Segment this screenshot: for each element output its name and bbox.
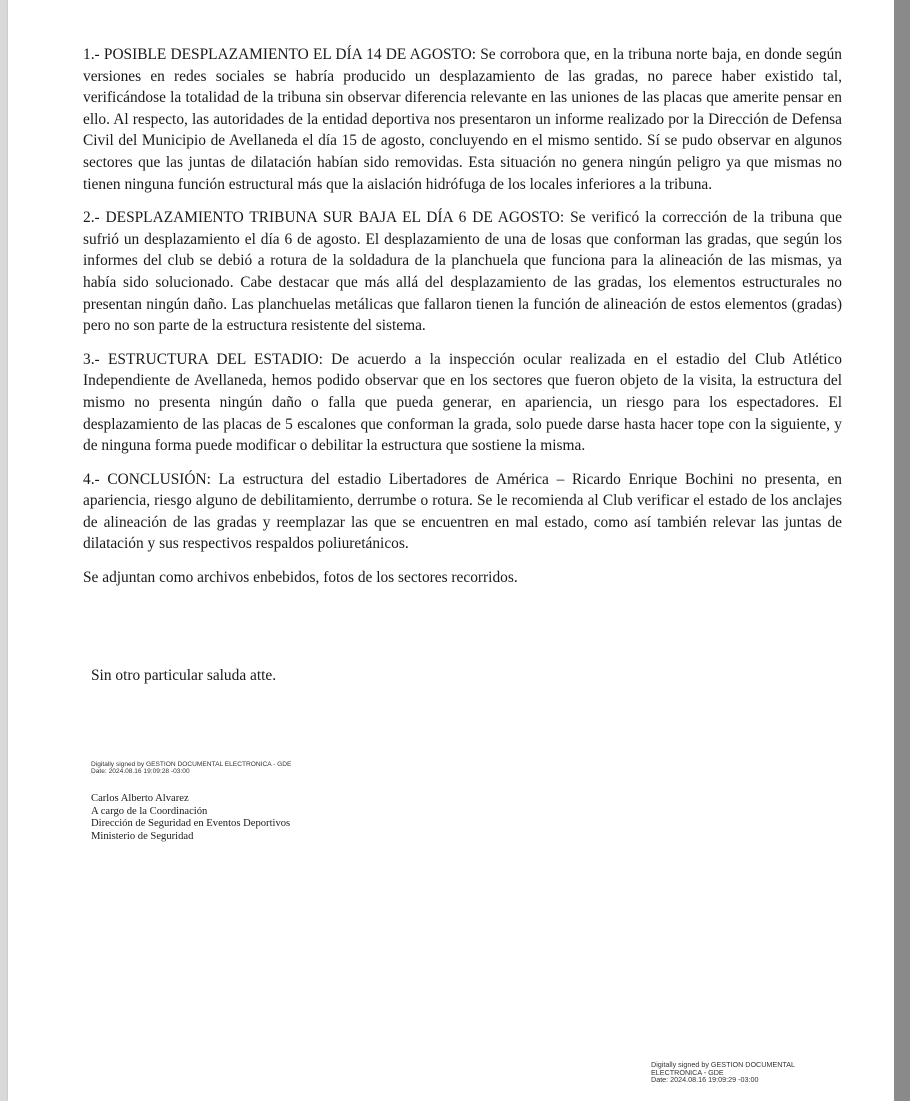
digital-signature-stamp bbox=[91, 761, 291, 775]
signer-block bbox=[91, 793, 290, 843]
signature-stamp-line: ELECTRONICA - GDE bbox=[651, 1067, 724, 1077]
digital-signature-stamp-footer bbox=[651, 1061, 795, 1084]
page-edge bbox=[894, 0, 910, 1101]
signer-ministry: Ministerio de Seguridad bbox=[91, 830, 194, 842]
closing-line: Sin otro particular saluda atte. bbox=[91, 667, 277, 684]
paragraph-4: 4.- CONCLUSIÓN: La estructura del estadio Libertadores de América – Ricardo Enrique Bochini no presenta, en apariencia, riesgo alguno de debilitamiento, derrumbe o rotura. Se le recomienda al Club verificar el estado de los anclajes de alineación de las gradas y reemplazar las que se encuentren en mal estado, como así también relevar las juntas de dilatación y sus respectivos respaldos poliuretánicos. bbox=[83, 470, 842, 553]
attachment-note: Se adjuntan como archivos enbebidos, fotos de los sectores recorridos. bbox=[83, 569, 518, 587]
signature-stamp-line: Digitally signed by GESTION DOCUMENTAL bbox=[651, 1060, 796, 1069]
signature-stamp-line: Digitally signed by GESTION DOCUMENTAL ELECTRONICA - GDE bbox=[91, 761, 292, 768]
signer-role: A cargo de la Coordinación bbox=[91, 805, 208, 817]
paragraph-3: 3.- ESTRUCTURA DEL ESTADIO: De acuerdo a la inspección ocular realizada en el estadio del Club Atlético Independiente de Avellaneda, hemos podido observar que en los sectores que fueron objeto de la visita, la estructura del mismo no presenta ningún daño o falla que pueda generar, en apariencia, un riesgo para los espectadores. El desplazamiento de las placas de 5 escalones que conforman la grada, solo puede darse hasta hacer tope con la siguiente, y de ninguna forma puede modificar o debilitar la estructura que sostiene la misma. bbox=[83, 350, 842, 455]
signature-stamp-date: Date: 2024.08.16 19:09:29 -03:00 bbox=[651, 1075, 759, 1084]
paragraph-2: 2.- DESPLAZAMIENTO TRIBUNA SUR BAJA EL DÍA 6 DE AGOSTO: Se verificó la corrección de la tribuna que sufrió un desplazamiento el día 6 de agosto. El desplazamiento de una de losas que conforman las gradas, que según los informes del club se debió a rotura de la soldadura de la planchuela que funciona para la alineación de las mismas, ya había sido solucionado. Cabe destacar que más allá del desplazamiento de las gradas, los elementos estructurales no presentan ningún daño. Las planchuelas metálicas que fallaron tienen la función de alineación de estos elementos (gradas) pero no son parte de la estructura resistente del sistema. bbox=[83, 209, 842, 335]
signature-stamp-date: Date: 2024.08.16 19:09:28 -03:00 bbox=[91, 768, 190, 775]
signer-name: Carlos Alberto Alvarez bbox=[91, 793, 189, 804]
signer-office: Dirección de Seguridad en Eventos Deportivos bbox=[91, 818, 291, 829]
document-body bbox=[83, 44, 842, 601]
paragraph-1: 1.- POSIBLE DESPLAZAMIENTO EL DÍA 14 DE AGOSTO: Se corrobora que, en la tribuna norte baja, en donde según versiones en redes sociales se habría producido un desplazamiento de las gradas, no parece haber existido tal, verificándose la totalidad de la tribuna sin observar diferencia relevante en las uniones de las placas que amerite pensar en ello. Al respecto, las autoridades de la entidad deportiva nos presentaron un informe realizado por la Dirección de Defensa Civil del Municipio de Avellaneda el día 15 de agosto, concluyendo en el mismo sentido. Sí se pudo observar en algunos sectores que las juntas de dilatación habían sido removidas. Esta situación no genera ningún peligro ya que mismas no tienen ninguna función estructural más que la aislación hidrófuga de los locales inferiores a la tribuna. bbox=[83, 46, 842, 193]
